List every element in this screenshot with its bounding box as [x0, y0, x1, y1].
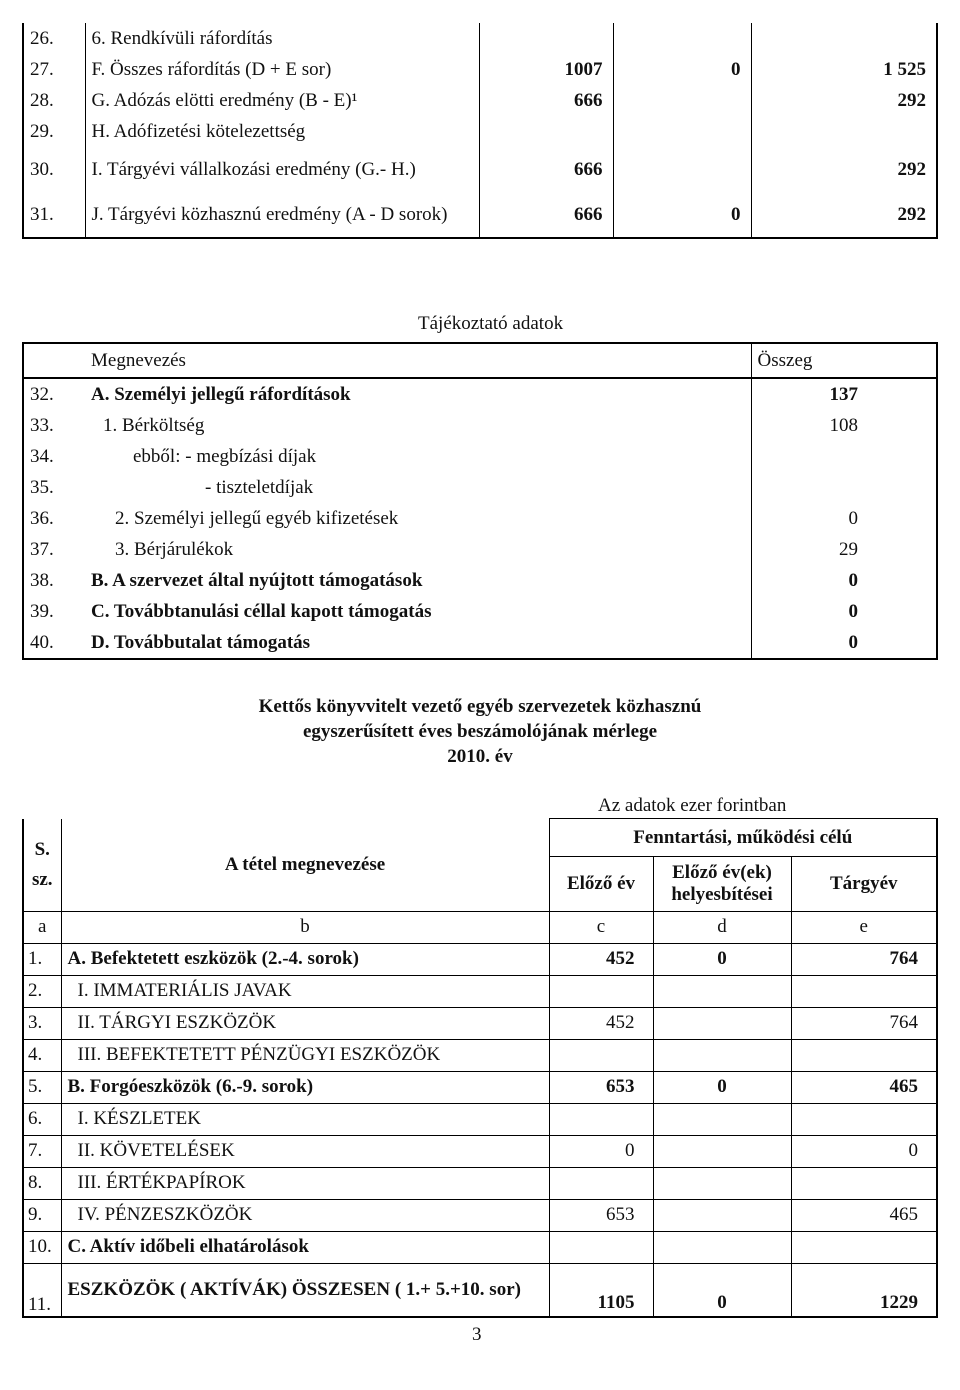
row-number: 5.	[23, 1071, 61, 1103]
row-number: 40.	[30, 631, 54, 653]
row-number: 33.	[30, 414, 54, 436]
row-label: 3. Bérjárulékok	[115, 538, 234, 560]
unit-note: Az adatok ezer forintban	[598, 795, 787, 816]
correction-value	[653, 1231, 791, 1263]
correction-value	[653, 975, 791, 1007]
info-caption: Tájékoztató adatok	[418, 313, 564, 334]
row-label: I. KÉSZLETEK	[61, 1103, 549, 1135]
table-row	[23, 1263, 937, 1317]
table-row	[23, 943, 937, 975]
row-number: 26.	[23, 23, 85, 54]
balance-title	[0, 694, 960, 769]
correction-value: 0	[653, 943, 791, 975]
prev-year-value: 653	[549, 1071, 653, 1103]
row-label: 1. Bérköltség	[103, 414, 205, 436]
current-year-value: 764	[791, 943, 937, 975]
table-row	[23, 596, 937, 627]
table-row	[23, 410, 937, 441]
value-col-3	[751, 116, 937, 147]
header-amount: Összeg	[751, 343, 937, 378]
column-letter: d	[653, 911, 791, 943]
row-number: 9.	[23, 1199, 61, 1231]
prev-year-value: 0	[549, 1135, 653, 1167]
letter-row	[23, 911, 937, 943]
value-col-1	[479, 23, 613, 54]
value-col-3	[751, 23, 937, 54]
value-col-1: 666	[479, 147, 613, 192]
row-label: 2. Személyi jellegű egyéb kifizetések	[115, 507, 399, 529]
row-label: III. BEFEKTETETT PÉNZÜGYI ESZKÖZÖK	[61, 1039, 549, 1071]
header-prev: Előző év	[549, 857, 653, 911]
table-row	[23, 54, 937, 85]
row-number: 2.	[23, 975, 61, 1007]
row-amount: 29	[751, 534, 937, 565]
value-col-2	[613, 23, 751, 54]
row-number: 7.	[23, 1135, 61, 1167]
current-year-value	[791, 1167, 937, 1199]
correction-value	[653, 1007, 791, 1039]
row-number: 29.	[23, 116, 85, 147]
table-row	[23, 534, 937, 565]
table-row	[23, 503, 937, 534]
row-number: 8.	[23, 1167, 61, 1199]
table-row	[23, 1007, 937, 1039]
row-label: J. Tárgyévi közhasznú eredmény (A - D sorok)	[85, 192, 479, 238]
row-number: 28.	[23, 85, 85, 116]
title-line-1: Kettős könyvvitelt vezető egyéb szervezetek közhasznú	[258, 696, 702, 717]
row-number: 32.	[30, 383, 54, 405]
row-number: 34.	[30, 445, 54, 467]
current-year-value: 1229	[791, 1263, 937, 1317]
table-row	[23, 1039, 937, 1071]
correction-value	[653, 1167, 791, 1199]
balance-table	[22, 818, 938, 1318]
correction-value	[653, 1103, 791, 1135]
column-letter: c	[549, 911, 653, 943]
row-label: II. TÁRGYI ESZKÖZÖK	[61, 1007, 549, 1039]
correction-value	[653, 1199, 791, 1231]
row-number: 36.	[30, 507, 54, 529]
row-amount	[751, 441, 937, 472]
row-label: A. Személyi jellegű ráfordítások	[91, 383, 351, 405]
row-number: 30.	[23, 147, 85, 192]
row-label: ebből: - megbízási díjak	[133, 445, 317, 467]
table-row	[23, 1071, 937, 1103]
row-label: III. ÉRTÉKPAPÍROK	[61, 1167, 549, 1199]
column-letter: b	[61, 911, 549, 943]
row-amount: 0	[751, 627, 937, 659]
table-row	[23, 378, 937, 410]
table-row	[23, 1103, 937, 1135]
row-amount: 0	[751, 565, 937, 596]
value-col-2: 0	[613, 54, 751, 85]
table-row	[23, 975, 937, 1007]
value-col-1: 666	[479, 85, 613, 116]
correction-value	[653, 1135, 791, 1167]
row-label: C. Továbbtanulási céllal kapott támogatás	[91, 600, 432, 622]
table-row	[23, 85, 937, 116]
value-col-1: 666	[479, 192, 613, 238]
row-number: 10.	[23, 1231, 61, 1263]
result-table	[22, 23, 938, 239]
column-letter: a	[23, 911, 61, 943]
table-row	[23, 565, 937, 596]
correction-value: 0	[653, 1263, 791, 1317]
row-amount: 0	[751, 596, 937, 627]
row-label: C. Aktív időbeli elhatárolások	[61, 1231, 549, 1263]
row-amount: 0	[751, 503, 937, 534]
value-col-2	[613, 147, 751, 192]
row-number: 6.	[23, 1103, 61, 1135]
value-col-3: 292	[897, 158, 926, 180]
header-group: Fenntartási, működési célú	[549, 819, 937, 857]
current-year-value: 0	[791, 1135, 937, 1167]
row-label: A. Befektetett eszközök (2.-4. sorok)	[61, 943, 549, 975]
value-col-3: 292	[897, 89, 926, 111]
value-col-3: 1 525	[883, 58, 926, 80]
prev-year-value	[549, 1103, 653, 1135]
table-row	[23, 1167, 937, 1199]
row-number: 37.	[30, 538, 54, 560]
row-amount	[751, 472, 937, 503]
info-header-row	[23, 343, 937, 378]
row-label: 6. Rendkívüli ráfordítás	[85, 23, 479, 54]
balance-header-group	[23, 819, 937, 857]
current-year-value	[791, 1231, 937, 1263]
row-label: B. A szervezet által nyújtott támogatások	[91, 569, 423, 591]
row-number: 35.	[30, 476, 54, 498]
header-prev-corr: Előző év(ek) helyesbítései	[653, 857, 791, 911]
row-number: 11.	[23, 1263, 61, 1317]
title-line-2: egyszerűsített éves beszámolójának mérlege	[302, 721, 658, 742]
row-label: B. Forgóeszközök (6.-9. sorok)	[61, 1071, 549, 1103]
current-year-value	[791, 975, 937, 1007]
prev-year-value	[549, 1039, 653, 1071]
header-blank	[23, 343, 85, 378]
prev-year-value	[549, 1167, 653, 1199]
table-row	[23, 192, 937, 238]
current-year-value	[791, 1039, 937, 1071]
table-row	[23, 441, 937, 472]
table-row	[23, 1199, 937, 1231]
row-label: - tiszteletdíjak	[205, 476, 314, 498]
row-label: I. IMMATERIÁLIS JAVAK	[61, 975, 549, 1007]
row-label: F. Összes ráfordítás (D + E sor)	[85, 54, 479, 85]
row-amount: 108	[751, 410, 937, 441]
table-row	[23, 147, 937, 192]
header-sz: S. sz.	[23, 819, 61, 912]
correction-value	[653, 1039, 791, 1071]
row-number: 38.	[30, 569, 54, 591]
value-col-2	[613, 116, 751, 147]
table-row	[23, 472, 937, 503]
current-year-value	[791, 1103, 937, 1135]
info-table	[22, 342, 938, 660]
row-number: 39.	[30, 600, 54, 622]
row-label: II. KÖVETELÉSEK	[61, 1135, 549, 1167]
page-number: 3	[472, 1324, 482, 1345]
value-col-3: 292	[897, 203, 926, 225]
table-row	[23, 23, 937, 54]
value-col-1: 1007	[479, 54, 613, 85]
prev-year-value	[549, 1231, 653, 1263]
prev-year-value: 1105	[549, 1263, 653, 1317]
row-number: 3.	[23, 1007, 61, 1039]
table-row	[23, 627, 937, 659]
row-amount: 137	[751, 378, 937, 410]
header-name: Megnevezés	[85, 343, 751, 378]
title-line-3: 2010. év	[447, 746, 513, 767]
prev-year-value: 653	[549, 1199, 653, 1231]
row-number: 31.	[23, 192, 85, 238]
current-year-value: 764	[791, 1007, 937, 1039]
row-number: 1.	[23, 943, 61, 975]
value-col-2	[613, 85, 751, 116]
row-number: 4.	[23, 1039, 61, 1071]
header-item-name: A tétel megnevezése	[61, 819, 549, 912]
table-row	[23, 1135, 937, 1167]
header-curr: Tárgyév	[791, 857, 937, 911]
prev-year-value	[549, 975, 653, 1007]
row-label: D. Továbbutalat támogatás	[91, 631, 311, 653]
current-year-value: 465	[791, 1199, 937, 1231]
value-col-2: 0	[613, 192, 751, 238]
row-number: 27.	[23, 54, 85, 85]
row-label: I. Tárgyévi vállalkozási eredmény (G.- H.)	[85, 147, 479, 192]
current-year-value: 465	[791, 1071, 937, 1103]
row-label: ESZKÖZÖK ( AKTÍVÁK) ÖSSZESEN ( 1.+ 5.+10. sor)	[61, 1263, 549, 1317]
row-label: G. Adózás elötti eredmény (B - E)¹	[85, 85, 479, 116]
value-col-1	[479, 116, 613, 147]
correction-value: 0	[653, 1071, 791, 1103]
column-letter: e	[791, 911, 937, 943]
row-label: IV. PÉNZESZKÖZÖK	[61, 1199, 549, 1231]
prev-year-value: 452	[549, 1007, 653, 1039]
row-label: H. Adófizetési kötelezettség	[85, 116, 479, 147]
prev-year-value: 452	[549, 943, 653, 975]
table-row	[23, 116, 937, 147]
table-row	[23, 1231, 937, 1263]
